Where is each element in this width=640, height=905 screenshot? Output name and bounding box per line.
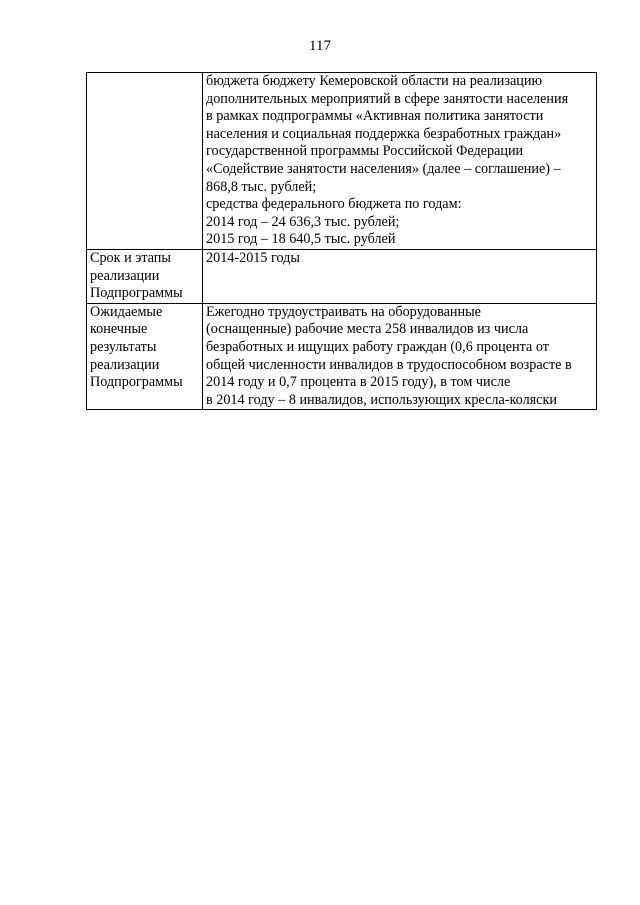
content-line: безработных и ищущих работу граждан (0,6 процента от <box>206 338 549 355</box>
content-line: 2015 год – 18 640,5 тыс. рублей <box>206 231 396 248</box>
label-line: реализации <box>90 267 160 284</box>
row-label-cell <box>87 249 203 303</box>
content-line: 2014-2015 годы <box>206 249 300 266</box>
program-passport-table <box>86 72 597 410</box>
row-content-cell <box>203 73 597 250</box>
content-line: 868,8 тыс. рублей; <box>206 178 317 195</box>
content-line: (оснащенные) рабочие места 258 инвалидов из числа <box>206 321 529 338</box>
label-line: Подпрограммы <box>90 285 183 302</box>
label-line: Подпрограммы <box>90 374 183 391</box>
label-line: Срок и этапы <box>90 249 171 266</box>
content-line: 2014 год – 24 636,3 тыс. рублей; <box>206 213 400 230</box>
content-line: в рамках подпрограммы «Активная политика занятости <box>206 108 544 125</box>
content-line: «Содействие занятости населения» (далее – соглашение) – <box>206 160 561 177</box>
row-content-cell <box>203 303 597 410</box>
label-line: Ожидаемые <box>90 303 163 320</box>
content-line: бюджета бюджету Кемеровской области на реализацию <box>206 73 543 89</box>
content-line: 2014 году и 0,7 процента в 2015 году), в том числе <box>206 374 511 391</box>
table-row-expected-results <box>87 303 597 410</box>
content-line: дополнительных мероприятий в сфере занятости населения <box>206 90 569 107</box>
row-content-cell <box>203 249 597 303</box>
content-line: Ежегодно трудоустраивать на оборудованные <box>206 303 481 320</box>
row-label-cell <box>87 73 203 250</box>
content-line: общей численности инвалидов в трудоспособном возрасте в <box>206 356 572 373</box>
page-number: 117 <box>309 38 331 54</box>
content-line: средства федерального бюджета по годам: <box>206 196 462 213</box>
table-row-timeline <box>87 249 597 303</box>
label-line: конечные <box>90 321 148 338</box>
table-row-funding-continued <box>87 73 597 250</box>
content-line: государственной программы Российской Федерации <box>206 143 524 160</box>
row-label-cell <box>87 303 203 410</box>
content-line: населения и социальная поддержка безработных граждан» <box>206 125 562 142</box>
label-line: реализации <box>90 356 160 373</box>
label-line: результаты <box>90 338 157 355</box>
content-line: в 2014 году – 8 инвалидов, использующих кресла-коляски <box>206 391 557 408</box>
